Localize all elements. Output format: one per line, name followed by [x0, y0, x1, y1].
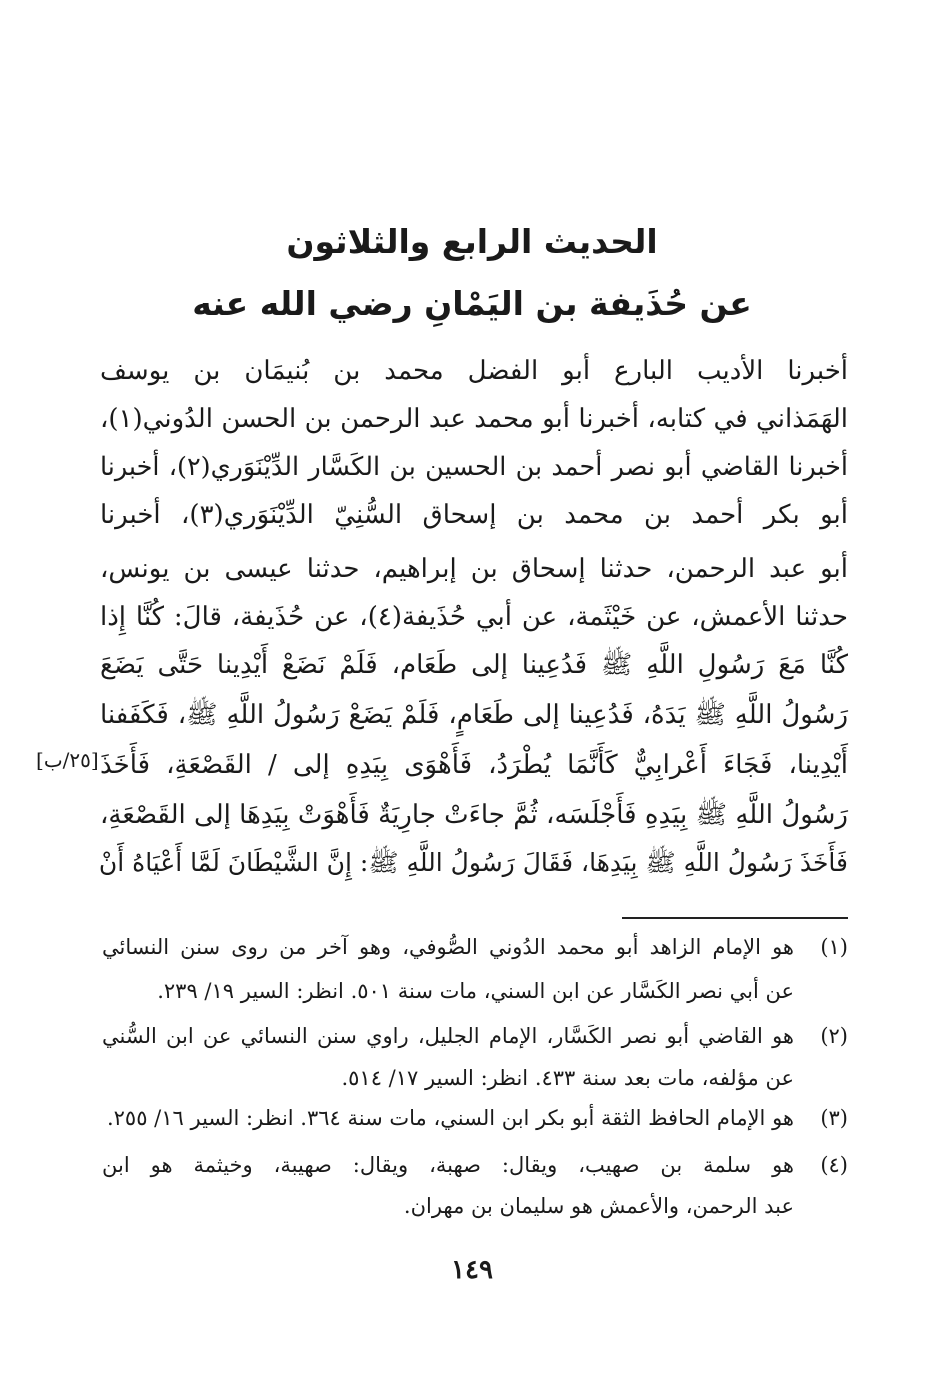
- footnote-number: (١): [820, 935, 848, 959]
- footnote-separator: [622, 917, 848, 919]
- body-line: أخبرنا القاضي أبو نصر أحمد بن الحسين بن الكَسَّار الدِّيْنَوَري(٢)، أخبرنا: [100, 452, 848, 482]
- footnote-line: عن أبي نصر الكَسَّار عن ابن السني، مات سنة ٥٠١. انظر: السير ١٩/ ٢٣٩.: [157, 979, 794, 1003]
- body-line: حدثنا الأعمش، عن خَيْثَمة، عن أبي حُذَيفة(٤)، عن حُذَيفة، قالَ: كُنَّا إِذا: [100, 602, 848, 632]
- footnote-line: عبد الرحمن، والأعمش هو سليمان بن مهران.: [403, 1194, 794, 1218]
- body-line: رَسُولُ اللَّهِ ﷺ بِيَدِهِ فَأَجْلَسَه، ثُمَّ جاءَتْ جارِيَةٌ فَأَهْوَتْ بِيَدِهَا إلى القَصْعَةِ،: [100, 800, 848, 830]
- footnote-number: (٤): [820, 1153, 848, 1177]
- footnote-number: (٣): [820, 1106, 848, 1130]
- body-line: أبو عبد الرحمن، حدثنا إسحاق بن إبراهيم، حدثنا عيسى بن يونس،: [100, 554, 848, 584]
- footnote-line: هو الإمام الزاهد أبو محمد الدُوني الصُّوفي، وهو آخر من روى سنن النسائي: [102, 935, 794, 959]
- body-line: الهَمَذاني في كتابه، أخبرنا أبو محمد عبد الرحمن بن الحسن الدُوني(١)،: [100, 404, 848, 434]
- body-line: أَيْدِينا، فَجَاءَ أَعْرابِيٌّ كَأَنَّمَا يُطْرَدُ، فَأَهْوَى بِيَدِهِ إلى / القَصْعَةِ، فَأَخَذَ: [100, 750, 848, 780]
- footnote-line: هو القاضي أبو نصر الكَسَّار، الإمام الجليل، راوي سنن النسائي عن ابن السُّني: [102, 1024, 794, 1048]
- body-line: فَأَخَذَ رَسُولُ اللَّهِ ﷺ بِيَدِهَا، فَقَالَ رَسُولُ اللَّهِ ﷺ: إِنَّ الشَّيْطَانَ لَمَّا أَعْيَاهُ أَنْ: [98, 848, 848, 877]
- hadith-title: الحديث الرابع والثلاثون: [286, 222, 658, 261]
- body-line: رَسُولُ اللَّهِ ﷺ يَدَهُ، فَدُعِينا إلى طَعَامٍ، فَلَمْ يَضَعْ رَسُولُ اللَّهِ ﷺ، فَكَفَفنا: [100, 700, 848, 730]
- footnote-number: (٢): [820, 1024, 848, 1048]
- footnote-line: هو الإمام الحافظ الثقة أبو بكر ابن السني، مات سنة ٣٦٤. انظر: السير ١٦/ ٢٥٥.: [106, 1106, 794, 1130]
- body-line: أبو بكر أحمد بن محمد بن إسحاق السُّنِيّ الدِّيْنَوَري(٣)، أخبرنا: [100, 500, 849, 530]
- body-line: كُنَّا مَعَ رَسُولِ اللَّهِ ﷺ فَدُعِينا إلى طَعَام، فَلَمْ نَضَعْ أَيْدِينا حَتَّى يَضَعَ: [100, 650, 848, 680]
- body-line: أخبرنا الأديب البارع أبو الفضل محمد بن بُنيمَان بن يوسف: [100, 356, 848, 386]
- hadith-subtitle: عن حُذَيفة بن اليَمْانِ رضي الله عنه: [192, 284, 752, 323]
- manuscript-folio-marker: [٢٥/ب]: [36, 748, 99, 772]
- page-number: ١٤٩: [451, 1255, 493, 1285]
- footnote-line: هو سلمة بن صهيب، ويقال: صهبة، ويقال: صهيبة، وخيثمة هو ابن: [102, 1153, 794, 1177]
- footnote-line: عن مؤلفه، مات بعد سنة ٤٣٣. انظر: السير ١٧/ ٥١٤.: [341, 1066, 794, 1090]
